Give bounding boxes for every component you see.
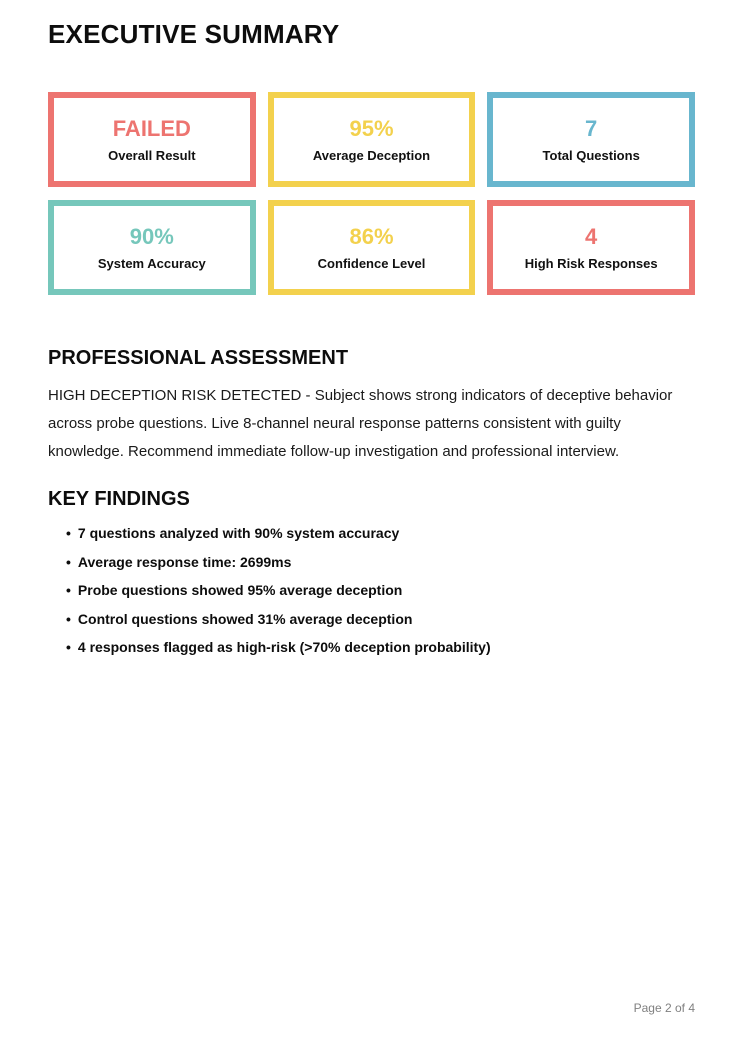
finding-text: Probe questions showed 95% average deception [77, 582, 403, 598]
stat-card-average-deception [268, 92, 476, 187]
stat-card-total-questions [487, 92, 695, 187]
stat-label: Average Deception [312, 147, 431, 163]
stat-label: System Accuracy [97, 255, 206, 271]
stat-value: 95% [349, 115, 394, 141]
assessment-body-text: HIGH DECEPTION RISK DETECTED - Subject shows strong indicators of deceptive behavior across probe questions. Live 8-channel neural response patterns consistent with guilty knowledge. Recommend immediate follow-up investigation and professional interview. [48, 387, 673, 460]
finding-text: 4 responses flagged as high-risk (>70% deception probability) [77, 639, 491, 655]
stat-card-system-accuracy [48, 200, 256, 295]
finding-item [66, 526, 695, 541]
page-title: EXECUTIVE SUMMARY [48, 19, 340, 49]
stat-label: Confidence Level [317, 255, 426, 271]
finding-item [66, 612, 695, 627]
stat-label: Overall Result [108, 147, 196, 163]
stat-label: Total Questions [542, 147, 640, 163]
key-findings-list [66, 526, 695, 655]
page-number: Page 2 of 4 [633, 1001, 695, 1015]
finding-item [66, 640, 695, 655]
bullet-icon: • [66, 610, 71, 627]
bullet-icon: • [66, 553, 71, 570]
stat-value: 7 [585, 115, 598, 141]
stat-value: 4 [585, 223, 598, 249]
stat-card-overall-result [48, 92, 256, 187]
stat-card-high-risk-responses [487, 200, 695, 295]
stat-label: High Risk Responses [524, 255, 658, 271]
finding-text: Control questions showed 31% average deception [77, 610, 413, 627]
stat-value: FAILED [112, 115, 191, 141]
stat-cards-grid [48, 92, 695, 295]
bullet-icon: • [66, 525, 71, 541]
section-heading-key-findings: KEY FINDINGS [48, 488, 190, 510]
stat-value: 86% [349, 223, 394, 249]
stat-value: 90% [129, 223, 174, 249]
stat-card-confidence-level [268, 200, 476, 295]
bullet-icon: • [66, 639, 71, 655]
section-heading-professional-assessment: PROFESSIONAL ASSESSMENT [48, 347, 349, 369]
finding-item [66, 555, 695, 570]
finding-text: Average response time: 2699ms [77, 553, 292, 570]
bullet-icon: • [66, 582, 71, 598]
finding-item [66, 583, 695, 598]
finding-text: 7 questions analyzed with 90% system accuracy [77, 525, 400, 541]
